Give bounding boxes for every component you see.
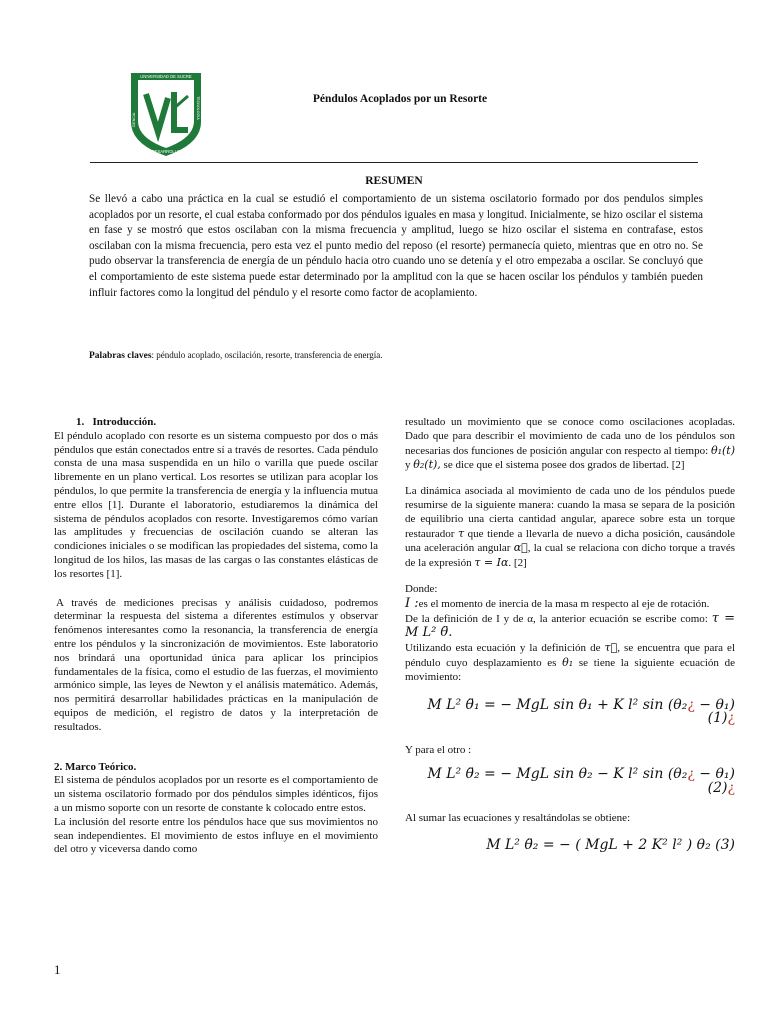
equation-1-glyph-a: ¿ [687, 696, 695, 713]
tau-vector: τ⃗ [604, 641, 618, 655]
logo-left-text: CIENCIA [132, 112, 136, 128]
document-title: Péndulos Acoplados por un Resorte [312, 93, 488, 105]
university-logo [128, 70, 204, 158]
inertia-definition [405, 597, 735, 612]
sum-label: Al sumar las ecuaciones y resaltándolas se obtiene: [405, 811, 631, 824]
intro-paragraph-2: A través de mediciones precisas y análisis cuidadoso, podremos determinar la respuesta del sistema a diferentes estímulos y observar fenómenos interesantes como la resonancia, la transferencia de energía entre los péndulos y la sincronización de movimientos. Este laboratorio nos brindará una oportunidad única para aplicar los principios fundamentales de la física, como el estudio de las fuerzas, el movimiento armónico simple, las leyes de Newton y el análisis matemático. Además, nos permitirá desarrollar habilidades prácticas en la manipulación de equipos de medición, el registro de datos y la interpretación de resultados. [54, 596, 378, 733]
right-p2-tail: . [2] [508, 557, 527, 570]
equation-1 [405, 696, 735, 727]
definition-text: De la definición de I y de α, la anterior ecuación se escribe como: [405, 612, 708, 625]
marco-heading: 2. Marco Teórico. [54, 760, 137, 773]
equation-2 [405, 765, 735, 796]
intro-heading: 1. Introducción. [76, 416, 157, 428]
theta2-of-t: θ₂(t), [413, 458, 441, 472]
inertia-symbol: I : [405, 595, 419, 611]
page-number: 1 [54, 962, 61, 977]
equation-2-end: − θ₁) (2) [694, 765, 735, 796]
intro-paragraph-1: El péndulo acoplado con resorte es un sistema compuesto por dos o más péndulos que están conectados entre sí a través de resortes. Cada péndulo consta de una masa suspendida en un hilo o varilla que puede oscilar libremente en un plano vertical. Los resortes se utilizan para acoplar los péndulos, lo que permite la transferencia de energía y la influencia mutua entre ellos [1]. Durante el laboratorio, estudiaremos la dinámica del sistema de péndulos acoplados con resorte. Investigaremos cómo varían las amplitudes y frecuencias de oscilación cuando se alteran las condiciones iniciales o se modifican las propiedades del sistema, como la longitud de los hilos, las masas de las cargas o las constantes elásticas de los resortes [1]. [54, 429, 378, 580]
alpha-vector: α⃗ [513, 541, 528, 555]
definition-expression: τ = M L² θ̈. [405, 610, 736, 641]
right-paragraph-1 [405, 416, 735, 473]
abstract-body: Se llevó a cabo una práctica en la cual se estudió el comportamiento de un sistema oscilatorio formado por dos pendulos simples acoplados por un resorte, el cual estaba conformado por dos péndulos iguales en masa y longitud. Inicialmente, se hizo oscilar el sistema en fase y se mostró que estos oscilaban con la misma frecuencia y amplitud, luego se hizo oscilar el sistema en contrafase, estos oscilaban con la misma frecuencia, pero esta vez el punto medio del reposo (el resorte) permanecía quieto, mientras que en otro no. Se pudo observar la transferencia de energía de un péndulo hacia otro cuando uno se detenía y el otro empezaba a oscilar. Se concluyó que el comportamiento de este sistema puede estar determinado por la amplitud con la que se hacen oscilar los péndulos y también pueden influir factores como la longitud del péndulo y el resorte como factor de acoplamiento. [89, 193, 703, 299]
equation-3: M L² θ̈₂ = − ( MgL + 2 K² l² ) θ₂ (3) [486, 837, 735, 854]
keywords [89, 350, 703, 361]
header-divider [90, 162, 698, 163]
equation-2-glyph-b: ¿ [727, 779, 735, 796]
logo-right-text: TECNOLOGÍA [196, 96, 200, 120]
left-column [54, 416, 378, 857]
equation-1-glyph-b: ¿ [727, 710, 735, 727]
usage-tail: se tiene la siguiente ecuación de movimiento: [405, 656, 735, 683]
right-p1-text: resultado un movimiento que se conoce como oscilaciones acopladas. Dado que para describir el movimiento de cada uno de los péndulos son necesarias dos funciones de posición angular con respecto al tiempo: [405, 416, 735, 457]
theta1-of-t: θ₁(t) [710, 443, 735, 457]
right-p2-mid2: , la cual se relaciona con dicho torque a través de la expresión [405, 542, 736, 570]
logo-top-text: UNIVERSIDAD DE SUCRE [140, 74, 192, 79]
y-otro-label: Y para el otro : [405, 744, 472, 757]
right-p1-and: y [405, 459, 414, 472]
right-p2-mid: que tiende a llevarla de nuevo a dicha posición, causándole una aceleración angular [405, 527, 736, 555]
equation-2-main: M L² θ̈₂ = − MgL sin θ₂ − K l² sin (θ₂ [427, 765, 688, 782]
marco-paragraph-1: El sistema de péndulos acoplados por un resorte es el comportamiento de un sistema oscilatorio formado por dos péndulos simples idénticos, fijos a un mismo soporte con un resorte de constante k colocado entre estos. [54, 774, 378, 814]
inertia-text: es el momento de inercia de la masa m respecto al eje de rotación. [418, 597, 710, 610]
equation-1-end: − θ₁) (1) [694, 696, 735, 727]
right-p1-tail: se dice que el sistema posee dos grados de libertad. [2] [440, 459, 685, 472]
definition-paragraph [405, 612, 735, 642]
right-paragraph-2 [405, 485, 735, 571]
equation-1-main: M L² θ̈₁ = − MgL sin θ₁ + K l² sin (θ₂ [427, 696, 688, 713]
right-p2-text: La dinámica asociada al movimiento de cada uno de los péndulos puede resumirse de la siguiente manera: cuando la masa se separa de la posición de equilibrio una cierta cantidad angular, aparece sobre esta un torque restaurador [405, 485, 735, 540]
equation-2-glyph-a: ¿ [687, 765, 695, 782]
tau-symbol: τ [458, 526, 465, 540]
marco-paragraph-2: La inclusión del resorte entre los péndulos hace que sus movimientos no sean independientes. El movimiento de estos influye en el movimiento del otro y viceversa dando como [54, 815, 378, 856]
logo-bottom-text: DESARROLLO [151, 149, 181, 154]
usage-mid: , se encuentra que para el péndulo cuyo desplazamiento es [405, 642, 735, 669]
usage-text: Utilizando esta ecuación y la definición de [405, 642, 601, 655]
keywords-text: : péndulo acoplado, oscilación, resorte, transferencia de energía. [151, 350, 383, 360]
theta1-symbol: θ₁ [562, 655, 574, 669]
keywords-label: Palabras claves [89, 351, 152, 361]
torque-expression: τ = Iα [474, 556, 509, 570]
usage-paragraph [405, 641, 735, 684]
right-column [405, 416, 735, 853]
donde-label: Donde: [405, 582, 438, 595]
abstract-heading: RESUMEN [365, 175, 423, 187]
